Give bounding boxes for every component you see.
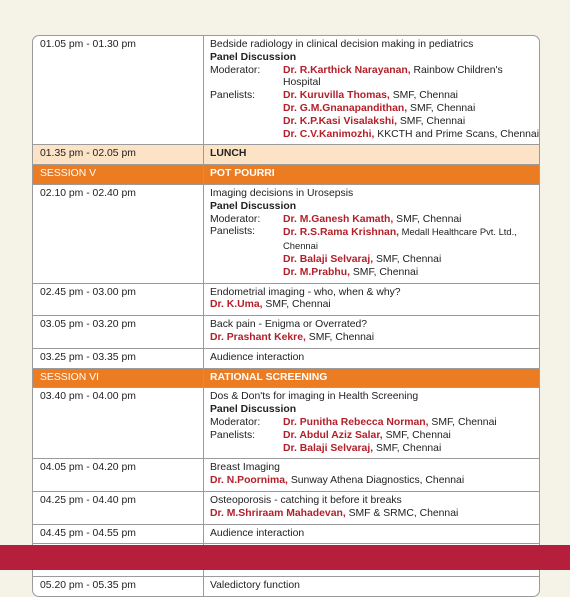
speaker-affiliation: SMF, Chennai: [393, 213, 462, 225]
session-details: [203, 492, 539, 524]
time-slot: 03.05 pm - 03.20 pm: [40, 319, 136, 331]
time-slot: 04.25 pm - 04.40 pm: [40, 494, 136, 506]
speaker-name: Dr. Abdul Aziz Salar,: [283, 429, 383, 441]
schedule-row: [33, 283, 539, 316]
schedule-row: [33, 458, 539, 491]
speaker-name: Dr. K.P.Kasi Visalakshi,: [283, 115, 397, 127]
session-header-row: [33, 164, 539, 184]
panelists-label: Panelists:: [210, 429, 256, 441]
time-slot: 04.45 pm - 04.55 pm: [40, 527, 136, 539]
schedule-table: [32, 35, 540, 597]
lunch-row: [33, 144, 539, 164]
session-details: [203, 185, 539, 283]
schedule-row: [33, 36, 539, 144]
speaker-name: Dr. C.V.Kanimozhi,: [283, 128, 375, 140]
speaker-name: Dr. Balaji Selvaraj,: [283, 442, 374, 454]
talk-title: Imaging decisions in Urosepsis: [210, 187, 354, 199]
panelists-label: Panelists:: [210, 226, 256, 238]
panelists-block: [210, 226, 539, 279]
speaker-affiliation: SMF, Chennai: [396, 115, 466, 127]
footer-band: [0, 545, 570, 570]
session-number: SESSION V: [40, 168, 97, 180]
moderator-line: [210, 65, 539, 91]
time-slot: 05.20 pm - 05.35 pm: [40, 579, 136, 591]
session-title: POT POURRI: [203, 165, 539, 184]
speaker-affiliation: Sunway Athena Diagnostics, Chennai: [287, 475, 465, 487]
session-details: [203, 388, 539, 458]
schedule-row: [33, 524, 539, 544]
speaker-affiliation: SMF, Chennai: [407, 102, 476, 114]
talk-title: Osteoporosis - catching it before it breaks: [210, 494, 402, 506]
moderator-label: Moderator:: [210, 416, 261, 428]
talk-title: Endometrial imaging - who, when & why?: [210, 286, 401, 298]
panelists-block: [210, 90, 539, 141]
moderator-line: [210, 214, 539, 227]
speaker-affiliation: SMF, Chennai: [373, 442, 442, 454]
talk-title: Bedside radiology in clinical decision making in pediatrics: [210, 39, 474, 50]
time-slot: 02.10 pm - 02.40 pm: [40, 187, 136, 199]
speaker-affiliation: Medall Healthcare Pvt. Ltd., Chennai: [283, 226, 517, 252]
time-slot: 03.25 pm - 03.35 pm: [40, 351, 136, 363]
talk-title: Audience interaction: [203, 349, 539, 368]
schedule-row: [33, 491, 539, 524]
speaker-affiliation: SMF & SRMC, Chennai: [345, 507, 459, 519]
speaker-affiliation: SMF, Chennai: [373, 253, 442, 265]
talk-title: Dos & Don'ts for imaging in Health Screening: [210, 391, 419, 403]
session-header-row: [33, 368, 539, 388]
session-details: [203, 459, 539, 491]
speaker-name: Dr. K.Uma,: [210, 299, 263, 311]
moderator-label: Moderator:: [210, 64, 261, 76]
speaker-affiliation: Rainbow Children's Hospital: [283, 64, 503, 89]
talk-title: Audience interaction: [203, 525, 539, 544]
session-details: [203, 316, 539, 348]
speaker-name: Dr. Kuruvilla Thomas,: [283, 90, 390, 102]
schedule-row: [33, 387, 539, 458]
schedule-row: [33, 576, 539, 596]
speaker-name: Dr. R.Karthick Narayanan,: [283, 64, 411, 76]
speaker-affiliation: SMF, Chennai: [262, 299, 331, 311]
moderator-label: Moderator:: [210, 213, 261, 225]
schedule-row: [33, 184, 539, 283]
time-slot: 01.05 pm - 01.30 pm: [40, 39, 136, 50]
speaker-affiliation: SMF, Chennai: [428, 416, 497, 428]
speaker-affiliation: SMF, Chennai: [305, 331, 375, 343]
speaker-affiliation: SMF, Chennai: [389, 90, 458, 102]
time-slot: 01.35 pm - 02.05 pm: [40, 148, 136, 160]
schedule-row: [33, 348, 539, 368]
time-slot: 04.05 pm - 04.20 pm: [40, 462, 136, 474]
session-number: SESSION VI: [40, 371, 99, 383]
talk-title: Breast Imaging: [210, 462, 280, 474]
format-label: Panel Discussion: [210, 51, 297, 63]
schedule-row: [33, 315, 539, 348]
talk-title: Back pain - Enigma or Overrated?: [210, 319, 368, 331]
lunch-label: LUNCH: [203, 145, 539, 164]
speaker-name: Dr. M.Shriraam Mahadevan,: [210, 507, 346, 519]
format-label: Panel Discussion: [210, 404, 297, 416]
speaker-name: Dr. R.S.Rama Krishnan,: [283, 227, 400, 239]
speaker-name: Dr. G.M.Gnanapandithan,: [283, 102, 408, 114]
speaker-affiliation: SMF, Chennai: [382, 429, 451, 441]
session-details: [203, 36, 539, 144]
panelists-block: [210, 430, 539, 456]
time-slot: 02.45 pm - 03.00 pm: [40, 286, 136, 298]
speaker-affiliation: SMF, Chennai: [349, 266, 419, 278]
format-label: Panel Discussion: [210, 200, 297, 212]
session-title: RATIONAL SCREENING: [203, 369, 539, 388]
talk-title: Valedictory function: [203, 577, 539, 596]
speaker-name: Dr. Punitha Rebecca Norman,: [283, 416, 429, 428]
speaker-name: Dr. N.Poornima,: [210, 475, 288, 487]
session-details: [203, 284, 539, 316]
speaker-name: Dr. M.Ganesh Kamath,: [283, 213, 394, 225]
moderator-line: [210, 417, 539, 430]
time-slot: 03.40 pm - 04.00 pm: [40, 391, 136, 403]
speaker-name: Dr. Balaji Selvaraj,: [283, 253, 374, 265]
speaker-affiliation: KKCTH and Prime Scans, Chennai: [374, 128, 540, 140]
panelists-label: Panelists:: [210, 90, 256, 102]
speaker-name: Dr. M.Prabhu,: [283, 266, 350, 278]
speaker-name: Dr. Prashant Kekre,: [210, 331, 306, 343]
